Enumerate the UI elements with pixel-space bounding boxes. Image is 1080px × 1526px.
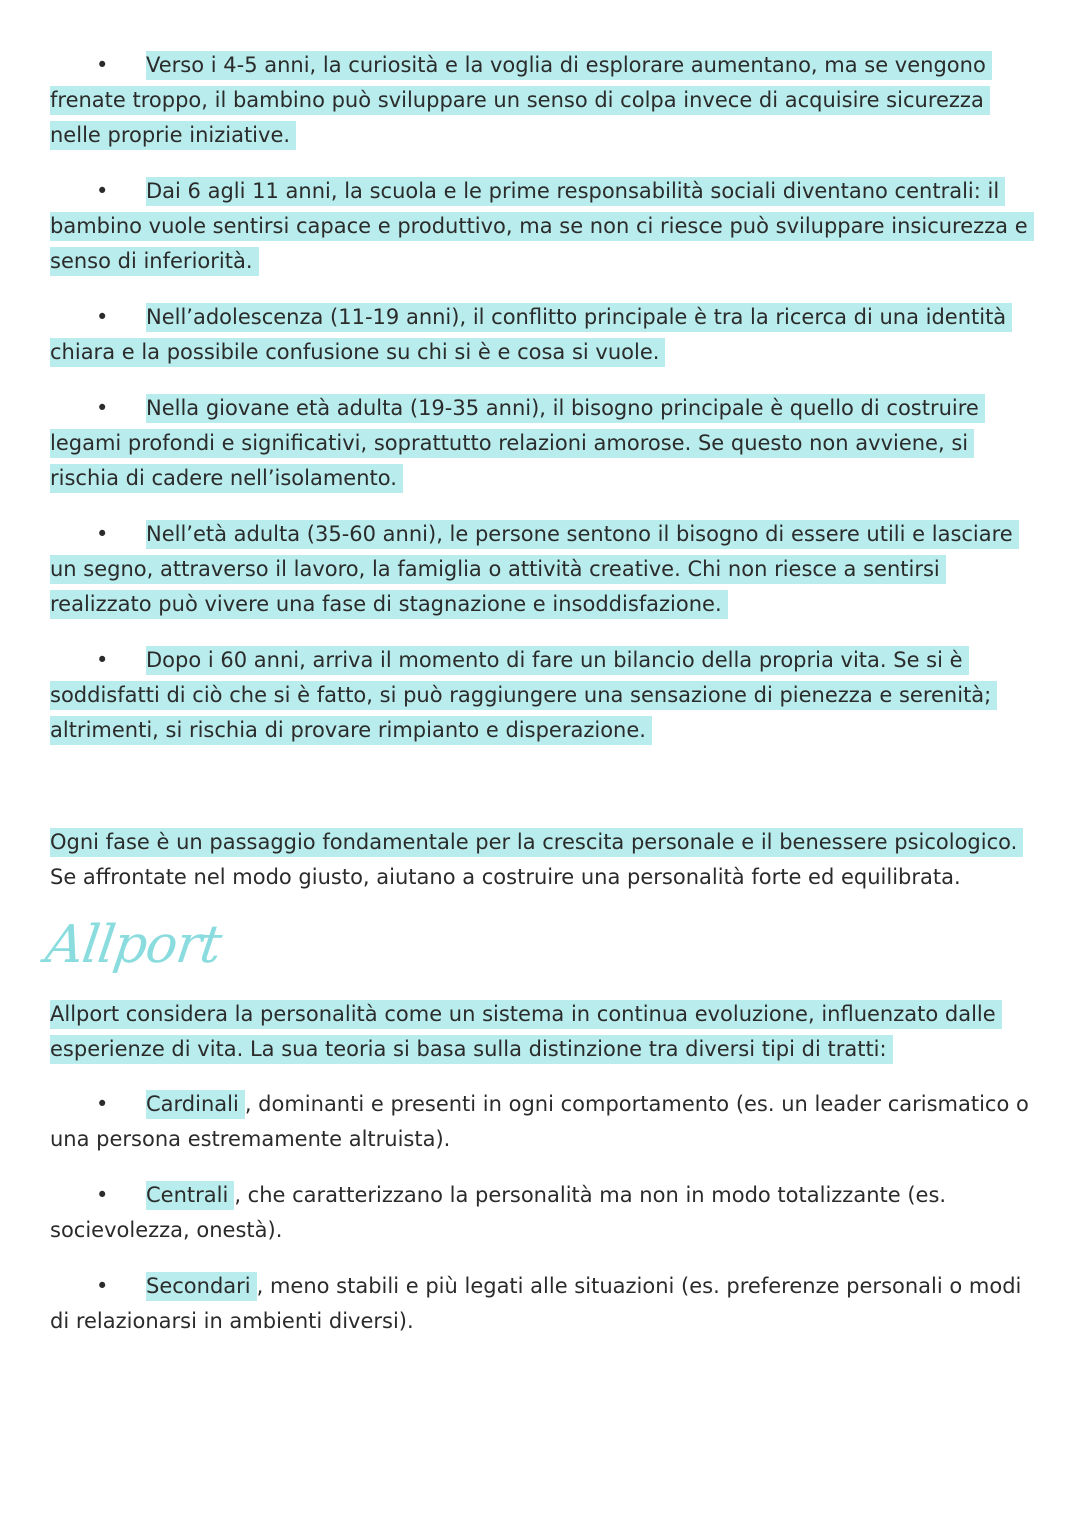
bullet-icon: • bbox=[96, 522, 109, 546]
highlighted-text: Dai 6 agli 11 anni, la scuola e le prime responsabilità sociali diventano centrali: il bambino vuole sentirsi capace e produttivo, ma se non ci riesce può sviluppare insicurezza e senso di inferiorità. bbox=[50, 177, 1034, 276]
highlighted-text: Ogni fase è un passaggio fondamentale per la crescita personale e il benessere psicologico. bbox=[50, 828, 1023, 857]
bullet-icon: • bbox=[96, 305, 109, 329]
list-item-stage-4 bbox=[50, 391, 1035, 496]
highlighted-text: Nell’età adulta (35-60 anni), le persone sentono il bisogno di essere utili e lasciare un segno, attraverso il lavoro, la famiglia o attività creative. Chi non riesce a sentirsi realizzato può vivere una fase di stagnazione e insoddisfazione. bbox=[50, 520, 1019, 619]
highlighted-text: Dopo i 60 anni, arriva il momento di fare un bilancio della propria vita. Se si è soddisfatti di ciò che si è fatto, si può raggiungere una sensazione di pienezza e serenità; altrimenti, si rischia di provare rimpianto e disperazione. bbox=[50, 646, 997, 745]
plain-text: Se affrontate nel modo giusto, aiutano a costruire una personalità forte ed equilibrata. bbox=[50, 865, 961, 889]
document-page bbox=[42, 48, 1035, 1360]
list-item-stage-1 bbox=[50, 48, 1035, 153]
trait-description: , dominanti e presenti in ogni comportamento (es. un leader carismatico o una persona estremamente altruista). bbox=[50, 1092, 1029, 1151]
trait-term: Centrali bbox=[146, 1181, 234, 1210]
bullet-icon: • bbox=[96, 179, 109, 203]
trait-description: , meno stabili e più legati alle situazioni (es. preferenze personali o modi di relazionarsi in ambienti diversi). bbox=[50, 1274, 1022, 1333]
list-item-stage-2 bbox=[50, 174, 1035, 279]
highlighted-text: Nella giovane età adulta (19-35 anni), il bisogno principale è quello di costruire legami profondi e significativi, soprattutto relazioni amorose. Se questo non avviene, si rischia di cadere nell’isolamento. bbox=[50, 394, 985, 493]
bullet-icon: • bbox=[96, 53, 109, 77]
summary-paragraph bbox=[50, 825, 1035, 895]
list-item-trait-cardinal bbox=[50, 1087, 1035, 1157]
bullet-icon: • bbox=[96, 648, 109, 672]
trait-description: , che caratterizzano la personalità ma non in modo totalizzante (es. socievolezza, onestà). bbox=[50, 1183, 947, 1242]
section-heading-allport: Allport bbox=[42, 915, 225, 975]
list-item-stage-3 bbox=[50, 300, 1035, 370]
trait-term: Cardinali bbox=[146, 1090, 245, 1119]
list-item-stage-6 bbox=[50, 643, 1035, 748]
highlighted-text: Allport considera la personalità come un sistema in continua evoluzione, influenzato dalle esperienze di vita. La sua teoria si basa sulla distinzione tra diversi tipi di tratti: bbox=[50, 1000, 1002, 1064]
highlighted-text: Verso i 4-5 anni, la curiosità e la voglia di esplorare aumentano, ma se vengono frenate troppo, il bambino può sviluppare un senso di colpa invece di acquisire sicurezza nelle proprie iniziative. bbox=[50, 51, 992, 150]
spacer bbox=[50, 769, 1035, 825]
list-item-trait-secondary bbox=[50, 1269, 1035, 1339]
list-item-trait-central bbox=[50, 1178, 1035, 1248]
list-item-stage-5 bbox=[50, 517, 1035, 622]
bullet-icon: • bbox=[96, 396, 109, 420]
trait-term: Secondari bbox=[146, 1272, 257, 1301]
bullet-icon: • bbox=[96, 1274, 109, 1298]
allport-intro bbox=[50, 997, 1035, 1067]
bullet-icon: • bbox=[96, 1183, 109, 1207]
bullet-icon: • bbox=[96, 1092, 109, 1116]
highlighted-text: Nell’adolescenza (11-19 anni), il conflitto principale è tra la ricerca di una identità chiara e la possibile confusione su chi si è e cosa si vuole. bbox=[50, 303, 1012, 367]
